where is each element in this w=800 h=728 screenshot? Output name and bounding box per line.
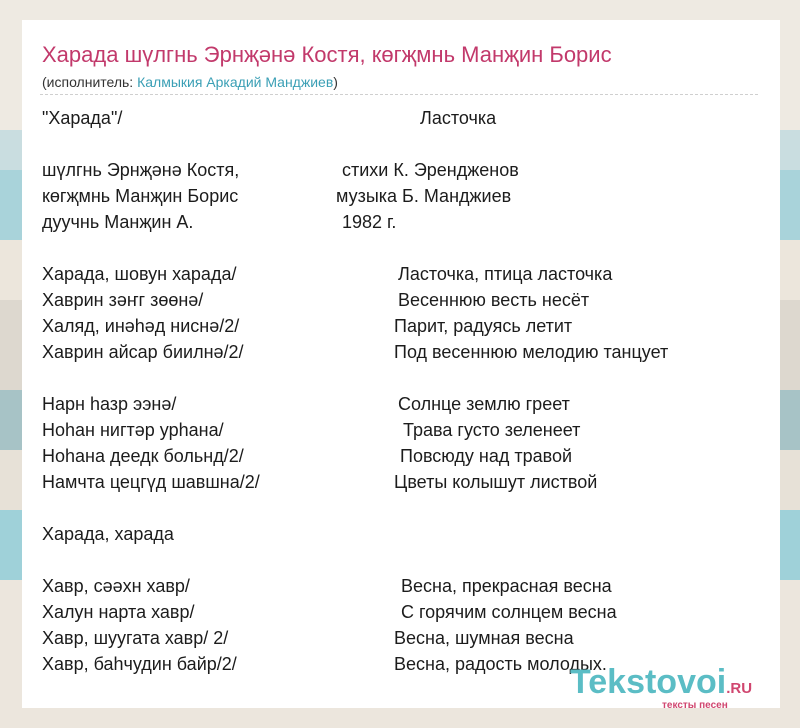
- lyric-kalmyk: Хаврин зәҥг зөөнә/: [42, 290, 204, 310]
- lyric-russian: 1982 г.: [342, 212, 397, 232]
- lyric-kalmyk: Хаврин айсар биилнә/2/: [42, 342, 244, 362]
- lyric-russian: музыка Б. Манджиев: [336, 186, 512, 206]
- divider: [40, 94, 758, 95]
- performer-link[interactable]: Калмыкия Аркадий Манджиев: [137, 74, 334, 90]
- lyric-row: [42, 469, 762, 495]
- lyric-kalmyk: Хавр, сәәхн хавр/: [42, 576, 190, 596]
- lyric-kalmyk: көгҗмнь Манҗин Борис: [42, 186, 239, 206]
- tekstovoi-logo[interactable]: [570, 662, 780, 712]
- lyric-row: [42, 339, 762, 365]
- performer-suffix: ): [333, 74, 338, 90]
- lyric-row: [42, 131, 762, 157]
- lyric-russian: Солнце землю греет: [398, 394, 570, 414]
- lyric-russian: Весна, шумная весна: [394, 628, 574, 648]
- logo-name: Tekstovoi: [570, 663, 727, 701]
- lyric-russian: Цветы колышут листвой: [394, 472, 598, 492]
- page-title: Харада шүлгнь Эрнҗәнә Костя, көгҗмнь Манҗин Борис: [42, 42, 612, 67]
- logo-tagline: тексты песен: [662, 700, 728, 711]
- lyric-russian: Парит, радуясь летит: [394, 316, 573, 336]
- lyric-russian: Весеннюю весть несёт: [398, 290, 590, 310]
- lyrics-card: [22, 20, 780, 708]
- lyric-row: [42, 573, 762, 599]
- lyric-kalmyk: Харада, шовун харада/: [42, 264, 237, 284]
- lyric-kalmyk: Ноһан нигтәр урһана/: [42, 420, 224, 440]
- lyric-row: [42, 105, 762, 131]
- lyric-kalmyk: "Харада"/: [42, 108, 123, 128]
- lyric-row: [42, 313, 762, 339]
- lyric-row: [42, 287, 762, 313]
- lyric-row: [42, 547, 762, 573]
- lyric-kalmyk: Ноһана деедк больнд/2/: [42, 446, 244, 466]
- lyric-kalmyk: Харада, харада: [42, 524, 174, 544]
- lyric-row: [42, 235, 762, 261]
- lyric-row: [42, 391, 762, 417]
- lyric-russian: Ласточка, птица ласточка: [398, 264, 613, 284]
- lyric-row: [42, 157, 762, 183]
- lyric-russian: С горячим солнцем весна: [401, 602, 617, 622]
- lyric-row: [42, 443, 762, 469]
- lyric-kalmyk: Халун нарта хавр/: [42, 602, 195, 622]
- lyric-row: [42, 261, 762, 287]
- lyric-kalmyk: Хавр, баһчудин байр/2/: [42, 654, 237, 674]
- lyrics-body: [42, 105, 762, 677]
- lyric-row: [42, 599, 762, 625]
- lyric-kalmyk: шүлгнь Эрнҗәнә Костя,: [42, 160, 240, 180]
- lyric-row: [42, 625, 762, 651]
- lyric-row: [42, 209, 762, 235]
- lyric-row: [42, 521, 762, 547]
- lyric-kalmyk: Хавр, шуугата хавр/ 2/: [42, 628, 229, 648]
- lyric-kalmyk: Халяд, инәһәд ниснә/2/: [42, 316, 240, 336]
- lyric-russian: Весна, прекрасная весна: [401, 576, 612, 596]
- lyric-row: [42, 183, 762, 209]
- lyric-row: [42, 417, 762, 443]
- logo-tld: .RU: [726, 680, 753, 697]
- lyric-row: [42, 365, 762, 391]
- lyric-kalmyk: дуучнь Манҗин А.: [42, 212, 194, 232]
- lyric-kalmyk: Нарн һазр ээнә/: [42, 394, 177, 414]
- lyric-russian: Под весеннюю мелодию танцует: [394, 342, 669, 362]
- lyric-russian: Весна, радость молодых.: [394, 654, 607, 674]
- lyric-russian: Повсюду над травой: [400, 446, 573, 466]
- lyric-russian: стихи К. Эрендженов: [342, 160, 519, 180]
- lyric-russian: Ласточка: [420, 108, 497, 128]
- lyric-russian: Трава густо зеленеет: [403, 420, 581, 440]
- performer-line: [42, 74, 338, 90]
- lyric-kalmyk: Намчта цецгүд шавшна/2/: [42, 472, 260, 492]
- performer-prefix: (исполнитель:: [42, 74, 138, 90]
- lyric-row: [42, 495, 762, 521]
